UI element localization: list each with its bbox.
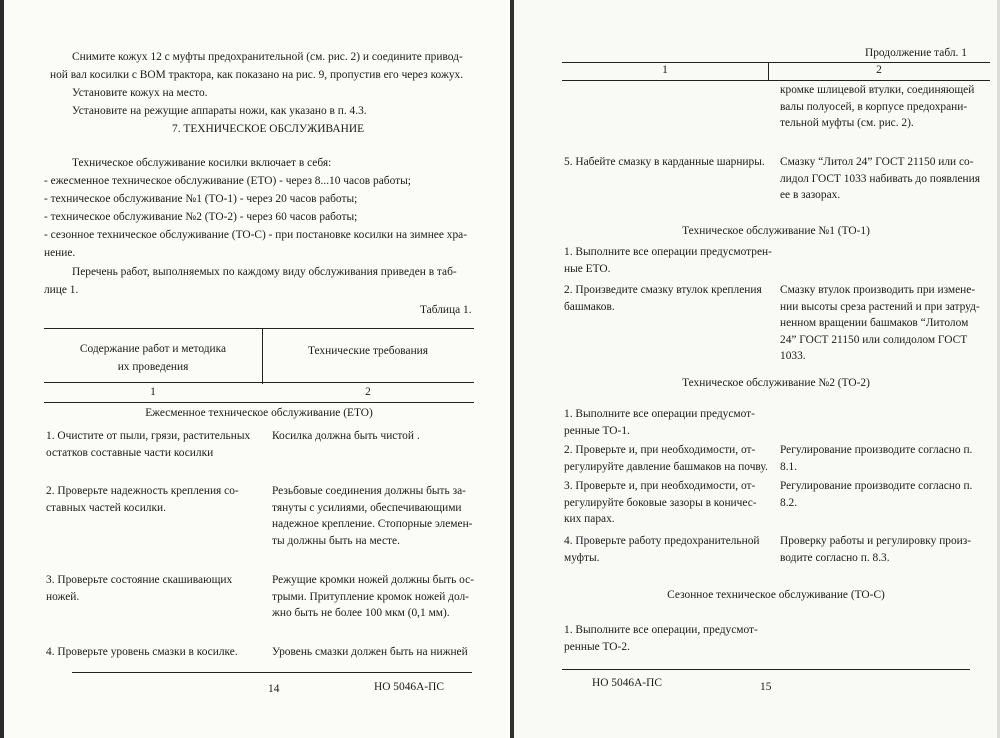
continuation-label: Продолжение табл. 1 xyxy=(865,47,967,59)
continued-text: кромке шлицевой втулки, соединяющей xyxy=(780,84,975,96)
row-1-text: остатков составные части косилки xyxy=(46,446,214,459)
row-1-text: 1. Очистите от пыли, грязи, растительных xyxy=(46,430,251,442)
toc-title: Сезонное техническое обслуживание (ТО-С) xyxy=(667,589,885,601)
to2-title: Техническое обслуживание №2 (ТО-2) xyxy=(682,377,870,389)
row-2-text: ставных частей косилки. xyxy=(46,501,166,514)
col-number-2: 2 xyxy=(365,386,371,398)
table-row-3-col1 xyxy=(46,572,256,605)
to2-row-3-text: регулируйте боковые зазоры в коничес- xyxy=(564,496,757,509)
header-col2: Технические требования xyxy=(307,345,429,357)
table-row-3-col2 xyxy=(272,572,476,622)
row-2-requirement: ты должны быть на месте. xyxy=(272,534,400,547)
to2-row-3-col1 xyxy=(564,478,776,528)
col-number-1: 1 xyxy=(150,386,156,398)
row-3-requirement: Режущие кромки ножей должны быть ос- xyxy=(272,574,474,586)
intro-line-4: Установите на режущие аппараты ножи, как указано в п. 4.3. xyxy=(72,105,367,117)
to2-row-3-col2 xyxy=(780,478,992,511)
table-row-5-col1 xyxy=(564,154,776,171)
row-3-requirement: трыми. Притупление кромок ножей дол- xyxy=(272,590,469,603)
row-3-text: 3. Проверьте состояние скашивающих xyxy=(46,574,233,586)
table-row-4-col1 xyxy=(46,644,256,661)
right-col-number-1: 1 xyxy=(662,64,668,76)
left-binding-edge xyxy=(0,0,4,738)
row-1-requirement: Косилка должна быть чистой . xyxy=(272,430,420,442)
right-table-number-rule xyxy=(562,80,990,81)
right-page-number: 15 xyxy=(760,681,772,693)
to2-row-2-col1 xyxy=(564,442,776,475)
to1-row-2-requirement: Смазку втулок производить при измене- xyxy=(780,284,976,296)
continued-requirement xyxy=(780,82,992,132)
section-title: 7. ТЕХНИЧЕСКОЕ ОБСЛУЖИВАНИЕ xyxy=(172,123,365,135)
right-col-number-2: 2 xyxy=(876,64,882,76)
to2-row-1-col1 xyxy=(564,406,776,439)
intro-line-1: Снимите кожух 12 с муфты предохранительной (см. рис. 2) и соедините привод- xyxy=(72,51,463,63)
service-intro: Техническое обслуживание косилки включает в себя: xyxy=(72,157,332,169)
to2-row-2-text: 2. Проверьте и, при необходимости, от- xyxy=(564,444,756,456)
row-3-requirement: жно быть не более 100 мкм (0,1 мм). xyxy=(272,607,450,620)
to2-row-2-requirement: Регулирование производите согласно п. xyxy=(780,444,973,456)
row-2-requirement: надежное крепление. Стопорные элемен- xyxy=(272,518,473,531)
row-5-text: 5. Набейте смазку в карданные шарниры. xyxy=(564,156,765,168)
table-reference-cont: лице 1. xyxy=(44,284,79,296)
to1-row-2-requirement: 24” ГОСТ 21150 или солидолом ГОСТ xyxy=(780,333,968,346)
table-row-2-col1 xyxy=(46,483,256,516)
row-2-requirement: тянуты с усилиями, обеспечивающими xyxy=(272,501,462,514)
table-label: Таблица 1. xyxy=(420,304,472,316)
to2-row-4-col1 xyxy=(564,533,776,566)
row-4-text: 4. Проверьте уровень смазки в косилке. xyxy=(46,646,238,658)
left-footer-rule xyxy=(72,672,472,673)
to1-row-2-col1 xyxy=(564,282,776,315)
table-row-1-col2 xyxy=(272,428,476,445)
to1-row-2-requirement: ненном вращении башмаков “Литолом xyxy=(780,317,969,330)
toc-row-1-text: 1. Выполните все операции, предусмот- xyxy=(564,624,758,636)
row-4-requirement: Уровень смазки должен быть на нижней xyxy=(272,646,468,658)
to2-row-3-requirement: 8.2. xyxy=(780,496,798,509)
table-header-rule xyxy=(44,382,474,383)
to1-row-2-requirement: 1033. xyxy=(780,350,806,363)
to1-row-1-text: ные ЕТО. xyxy=(564,262,611,275)
eto-title: Ежесменное техническое обслуживание (ЕТО) xyxy=(145,407,373,419)
table-row-5-col2 xyxy=(780,154,992,204)
service-item-toc: - сезонное техническое обслуживание (ТО-С) - при постановке косилки на зимнее хра- xyxy=(44,229,467,241)
to2-row-1-text: 1. Выполните все операции предусмот- xyxy=(564,408,755,420)
to2-row-4-text: 4. Проверьте работу предохранительной xyxy=(564,535,760,547)
to2-row-2-requirement: 8.1. xyxy=(780,460,798,473)
to1-title: Техническое обслуживание №1 (ТО-1) xyxy=(682,225,870,237)
left-page-number: 14 xyxy=(268,683,280,695)
to2-row-3-text: 3. Проверьте и, при необходимости, от- xyxy=(564,480,756,492)
continued-text: тельной муфты (см. рис. 2). xyxy=(780,117,914,130)
header-col1-line1: Содержание работ и методика xyxy=(79,343,227,355)
to2-row-2-text: регулируйте давление башмаков на почву. xyxy=(564,460,768,473)
header-col1-line2: их проведения xyxy=(117,361,189,373)
left-doc-code: НО 5046А-ПС xyxy=(374,681,444,693)
service-item-to1: - техническое обслуживание №1 (ТО-1) - через 20 часов работы; xyxy=(44,193,358,205)
service-item-to2: - техническое обслуживание №2 (ТО-2) - через 60 часов работы; xyxy=(44,211,358,223)
right-doc-code: НО 5046А-ПС xyxy=(592,677,662,689)
table-row-4-col2 xyxy=(272,644,476,661)
table-reference: Перечень работ, выполняемых по каждому виду обслуживания приведен в таб- xyxy=(72,266,457,278)
service-item-toc-cont: нение. xyxy=(44,247,76,259)
to2-row-2-col2 xyxy=(780,442,992,475)
table-row-2-col2 xyxy=(272,483,476,549)
table-number-rule xyxy=(44,402,474,403)
toc-row-1-text: ренные ТО-2. xyxy=(564,640,630,653)
to1-row-1-col1 xyxy=(564,244,776,277)
to2-row-4-col2 xyxy=(780,533,992,566)
service-item-eto: - ежесменное техническое обслуживание (ЕТО) - через 8...10 часов работы; xyxy=(44,175,411,187)
intro-line-2: ной вал косилки с ВОМ трактора, как показано на рис. 9, пропустив его через кожух. xyxy=(50,69,464,81)
to2-row-3-requirement: Регулирование производите согласно п. xyxy=(780,480,973,492)
intro-line-3: Установите кожух на место. xyxy=(72,87,208,99)
row-5-requirement: ее в зазорах. xyxy=(780,189,841,202)
row-2-text: 2. Проверьте надежность крепления со- xyxy=(46,485,239,497)
to2-row-4-text: муфты. xyxy=(564,551,600,564)
to2-row-4-requirement: Проверку работы и регулировку произ- xyxy=(780,535,972,547)
to1-row-1-text: 1. Выполните все операции предусмотрен- xyxy=(564,246,772,258)
row-2-requirement: Резьбовые соединения должны быть за- xyxy=(272,485,466,497)
to2-row-3-text: ких парах. xyxy=(564,513,615,526)
to1-row-2-text: 2. Произведите смазку втулок крепления xyxy=(564,284,762,296)
to2-row-4-requirement: водите согласно п. 8.3. xyxy=(780,551,890,564)
toc-row-1-col1 xyxy=(564,622,776,655)
table-row-1-col1 xyxy=(46,428,256,461)
spine-divider xyxy=(510,0,514,738)
row-5-requirement: Смазку “Литол 24” ГОСТ 21150 или со- xyxy=(780,156,974,168)
to2-row-1-text: ренные ТО-1. xyxy=(564,424,630,437)
row-5-requirement: лидол ГОСТ 1033 набивать до появления xyxy=(780,172,980,185)
table-top-rule xyxy=(44,328,474,329)
row-3-text: ножей. xyxy=(46,590,80,603)
to1-row-2-requirement: нии высоты среза растений и при затруд- xyxy=(780,300,980,313)
right-footer-rule xyxy=(562,669,970,670)
to1-row-2-text: башмаков. xyxy=(564,300,615,313)
to1-row-2-col2 xyxy=(780,282,992,365)
continued-text: валы полуосей, в корпусе предохрани- xyxy=(780,100,968,113)
